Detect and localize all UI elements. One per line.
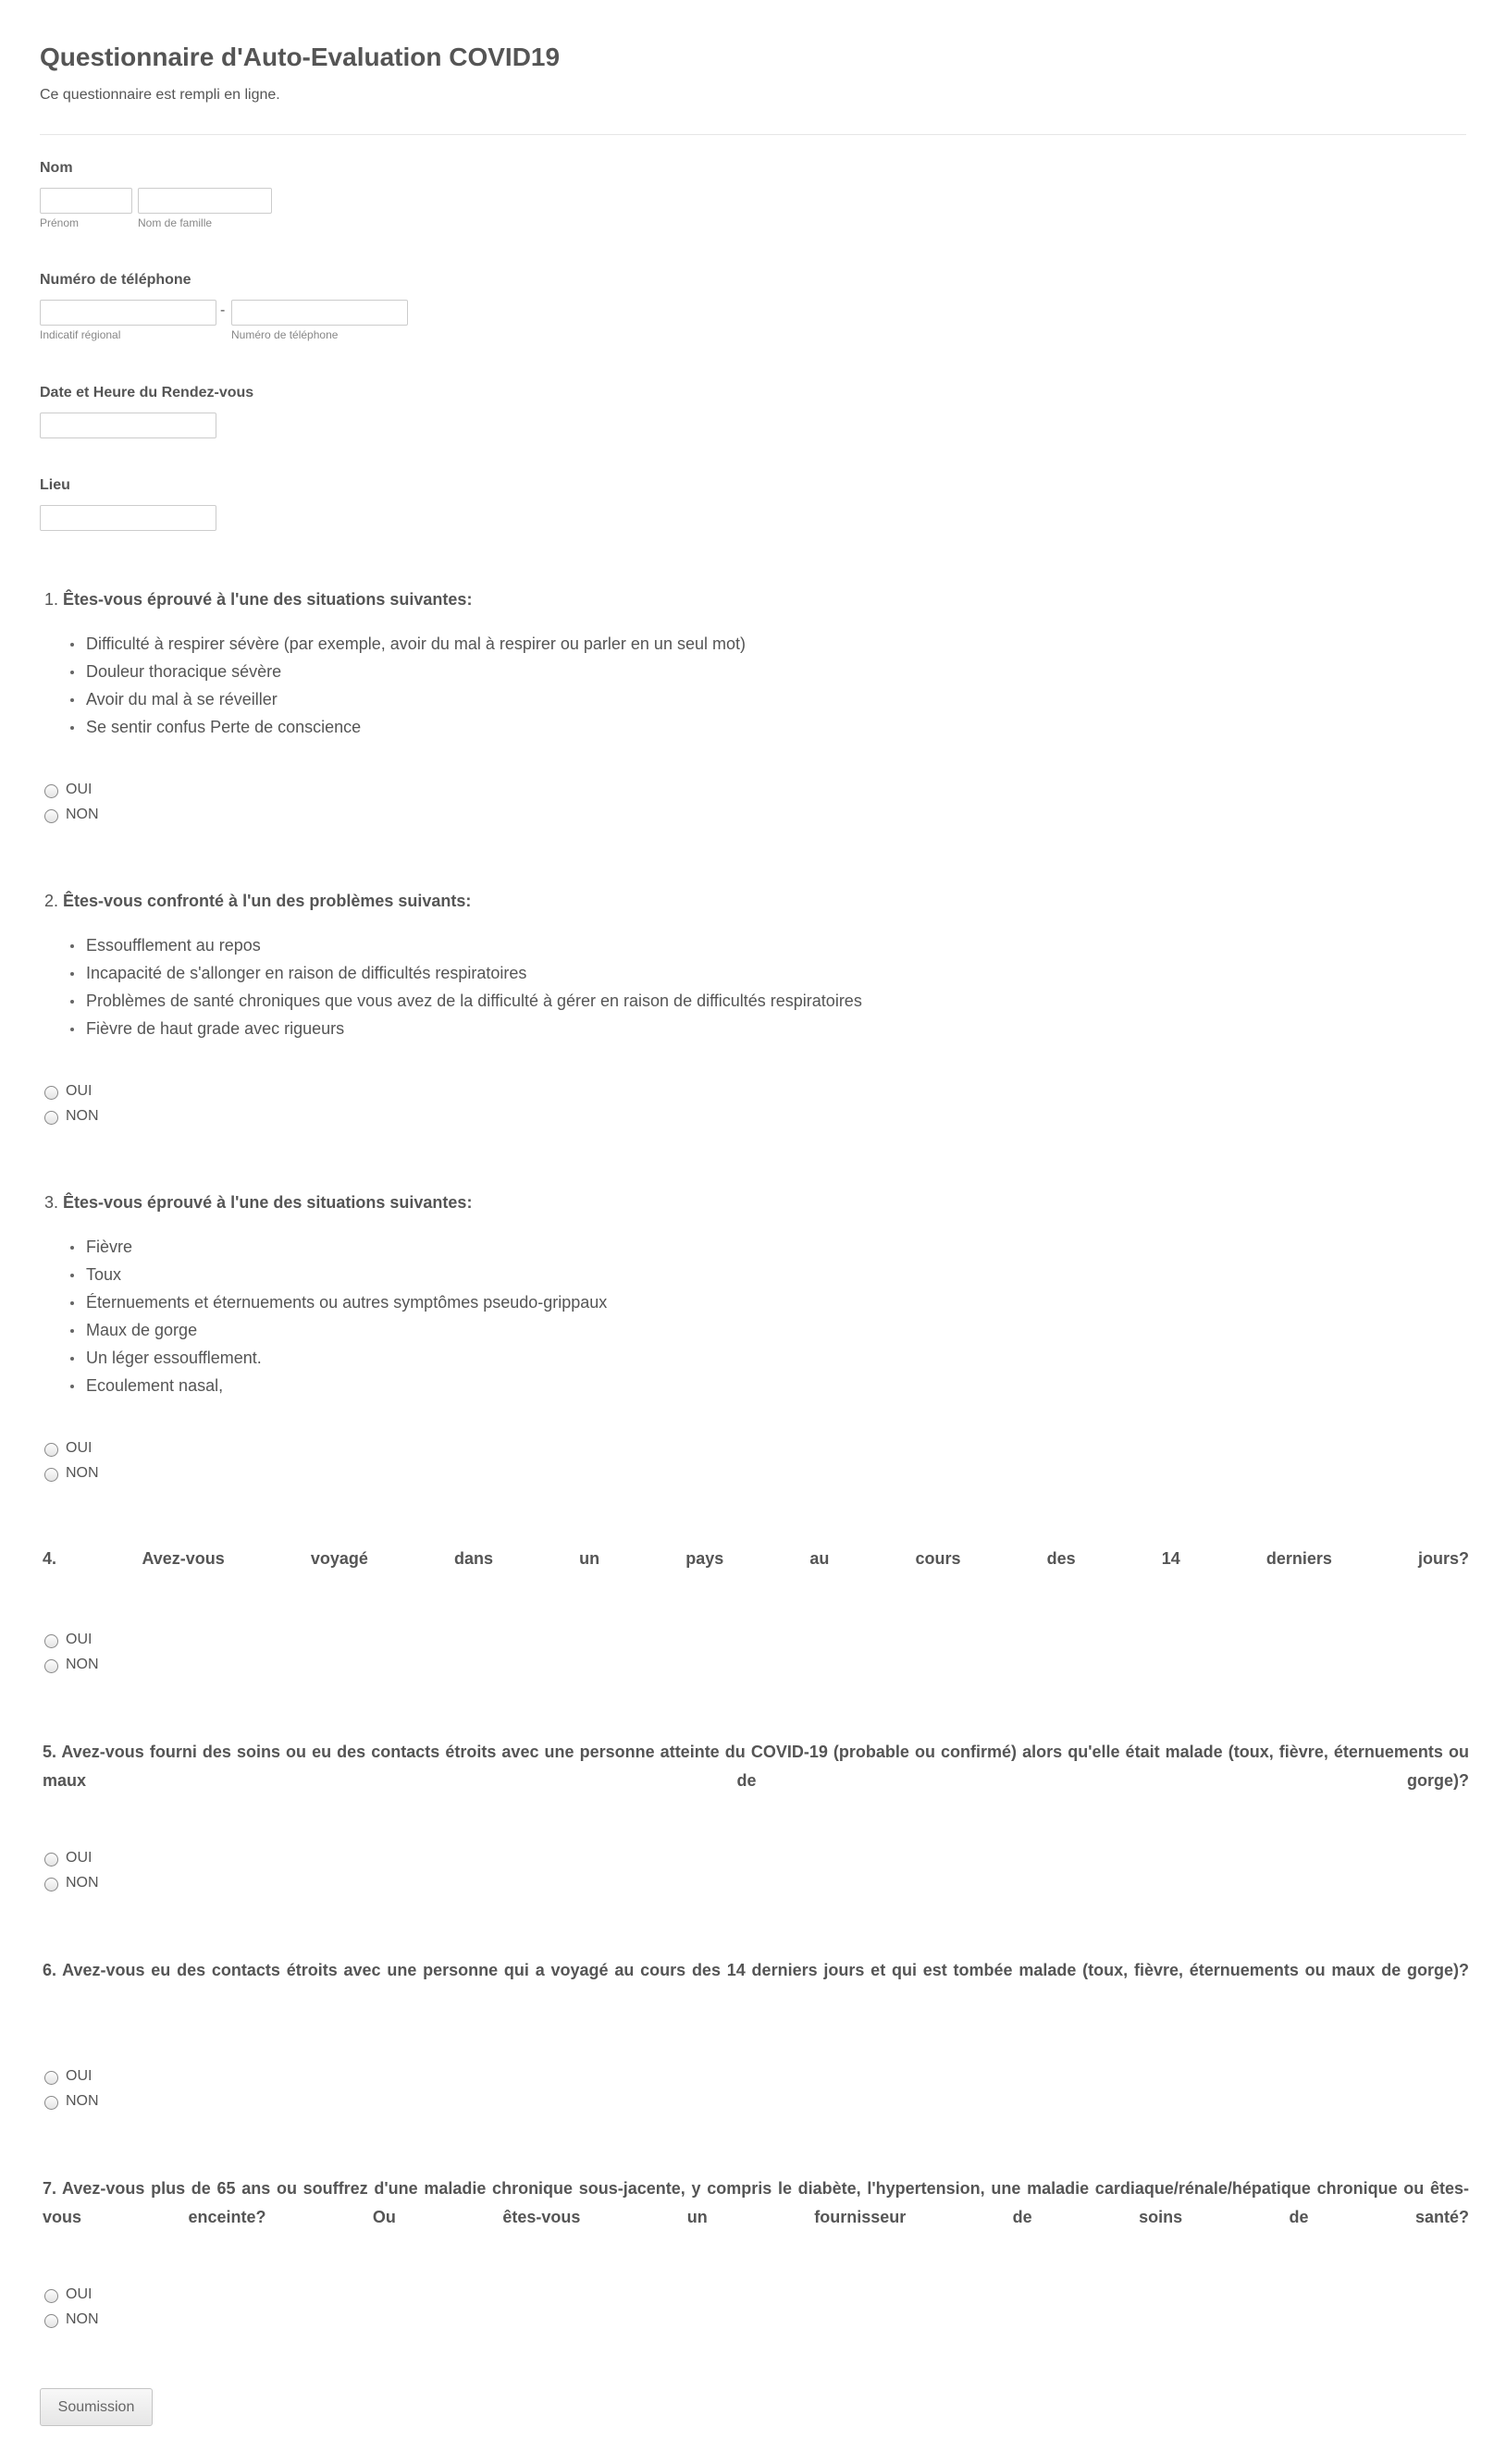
option-label: NON [66, 2311, 99, 2327]
list-item: Incapacité de s'allonger en raison de difficultés respiratoires [40, 959, 862, 987]
radio-button[interactable] [44, 1634, 58, 1648]
question-6-option-oui[interactable] [44, 2066, 92, 2087]
question-3-option-non[interactable] [44, 1463, 99, 1484]
question-4-option-oui[interactable] [44, 1630, 92, 1650]
question-7-option-non[interactable] [44, 2310, 99, 2330]
radio-button[interactable] [44, 1443, 58, 1457]
list-item: Ecoulement nasal, [40, 1372, 607, 1399]
list-item: Essoufflement au repos [40, 931, 862, 959]
header-divider [40, 134, 1466, 135]
submit-button[interactable]: Soumission [40, 2388, 153, 2426]
question-1-option-oui[interactable] [44, 780, 92, 800]
list-item: Avoir du mal à se réveiller [40, 685, 746, 713]
question-2-option-non[interactable] [44, 1106, 99, 1127]
question-3 [44, 1193, 472, 1213]
question-6-text: 6. Avez-vous eu des contacts étroits avec une personne qui a voyagé au cours des 14 derniers jours et qui est tombée malade (toux, fièvre, éternuements ou maux de gorge)? [43, 1961, 1469, 1979]
option-label: NON [66, 1108, 99, 1124]
question-2-list [40, 931, 862, 1042]
option-label: NON [66, 1657, 99, 1672]
appointment-input[interactable] [40, 413, 216, 438]
list-item: Se sentir confus Perte de conscience [40, 713, 746, 741]
location-label: Lieu [40, 477, 70, 493]
question-4-text: 4. Avez-vous voyagé dans un pays au cours des 14 derniers jours? [43, 1549, 1469, 1568]
question-1 [44, 590, 472, 610]
list-item: Un léger essoufflement. [40, 1344, 607, 1372]
question-7-option-oui[interactable] [44, 2285, 92, 2305]
area-code-sublabel: Indicatif régional [40, 328, 121, 341]
question-6-option-non[interactable] [44, 2091, 99, 2112]
list-item: Maux de gorge [40, 1316, 607, 1344]
question-2-option-oui[interactable] [44, 1081, 92, 1102]
first-name-sublabel: Prénom [40, 216, 80, 229]
list-item: Problèmes de santé chroniques que vous avez de la difficulté à gérer en raison de difficultés respiratoires [40, 987, 862, 1015]
question-5-option-oui[interactable] [44, 1848, 92, 1868]
question-3-list [40, 1233, 607, 1399]
option-label: NON [66, 807, 99, 822]
option-label: OUI [66, 1850, 93, 1866]
list-item: Éternuements et éternuements ou autres symptômes pseudo-grippaux [40, 1288, 607, 1316]
appointment-label: Date et Heure du Rendez-vous [40, 385, 254, 400]
option-label: OUI [66, 2068, 93, 2084]
option-label: OUI [66, 1440, 93, 1456]
question-2-number: 2. [44, 892, 59, 910]
question-5-option-non[interactable] [44, 1873, 99, 1893]
question-4-option-non[interactable] [44, 1655, 99, 1675]
list-item: Fièvre [40, 1233, 607, 1261]
radio-button[interactable] [44, 784, 58, 798]
list-item: Douleur thoracique sévère [40, 658, 746, 685]
option-label: NON [66, 1875, 99, 1891]
phone-number-sublabel: Numéro de téléphone [231, 328, 339, 341]
question-1-number: 1. [44, 590, 59, 609]
question-3-number: 3. [44, 1193, 59, 1212]
radio-button[interactable] [44, 809, 58, 823]
radio-button[interactable] [44, 2071, 58, 2085]
form-subtitle: Ce questionnaire est rempli en ligne. [40, 87, 280, 103]
option-label: NON [66, 2093, 99, 2109]
question-2 [44, 892, 471, 911]
question-7-text: 7. Avez-vous plus de 65 ans ou souffrez d'une maladie chronique sous-jacente, y compris le diabète, l'hypertension, une maladie cardiaque/rénale/hépatique chronique ou êtes-vous enceinte? Ou êtes-vous un fournisseur de soins de santé? [43, 2179, 1469, 2226]
phone-separator: - [220, 302, 226, 318]
name-label: Nom [40, 160, 73, 176]
radio-button[interactable] [44, 1878, 58, 1891]
radio-button[interactable] [44, 1659, 58, 1673]
option-label: OUI [66, 2286, 93, 2302]
radio-button[interactable] [44, 1853, 58, 1866]
phone-label: Numéro de téléphone [40, 272, 191, 288]
form-title: Questionnaire d'Auto-Evaluation COVID19 [40, 43, 561, 71]
radio-button[interactable] [44, 2096, 58, 2110]
phone-number-input[interactable] [231, 300, 408, 326]
question-1-text: Êtes-vous éprouvé à l'une des situations suivantes: [63, 590, 473, 609]
option-label: OUI [66, 782, 93, 797]
radio-button[interactable] [44, 2314, 58, 2328]
list-item: Toux [40, 1261, 607, 1288]
option-label: OUI [66, 1632, 93, 1647]
radio-button[interactable] [44, 2289, 58, 2303]
first-name-input[interactable] [40, 188, 132, 214]
radio-button[interactable] [44, 1111, 58, 1125]
question-5-text: 5. Avez-vous fourni des soins ou eu des contacts étroits avec une personne atteinte du COVID-19 (probable ou confirmé) alors qu'elle était malade (toux, fièvre, éternuements ou maux de gorge)? [43, 1743, 1469, 1790]
question-1-list [40, 630, 746, 741]
last-name-sublabel: Nom de famille [138, 216, 213, 229]
radio-button[interactable] [44, 1086, 58, 1100]
area-code-input[interactable] [40, 300, 216, 326]
radio-button[interactable] [44, 1468, 58, 1482]
question-2-text: Êtes-vous confronté à l'un des problèmes suivants: [63, 892, 472, 910]
last-name-input[interactable] [138, 188, 272, 214]
list-item: Fièvre de haut grade avec rigueurs [40, 1015, 862, 1042]
option-label: OUI [66, 1083, 93, 1099]
question-1-option-non[interactable] [44, 805, 99, 825]
option-label: NON [66, 1465, 99, 1481]
list-item: Difficulté à respirer sévère (par exemple, avoir du mal à respirer ou parler en un seul mot) [40, 630, 746, 658]
location-input[interactable] [40, 505, 216, 531]
question-3-text: Êtes-vous éprouvé à l'une des situations suivantes: [63, 1193, 473, 1212]
question-3-option-oui[interactable] [44, 1438, 92, 1459]
